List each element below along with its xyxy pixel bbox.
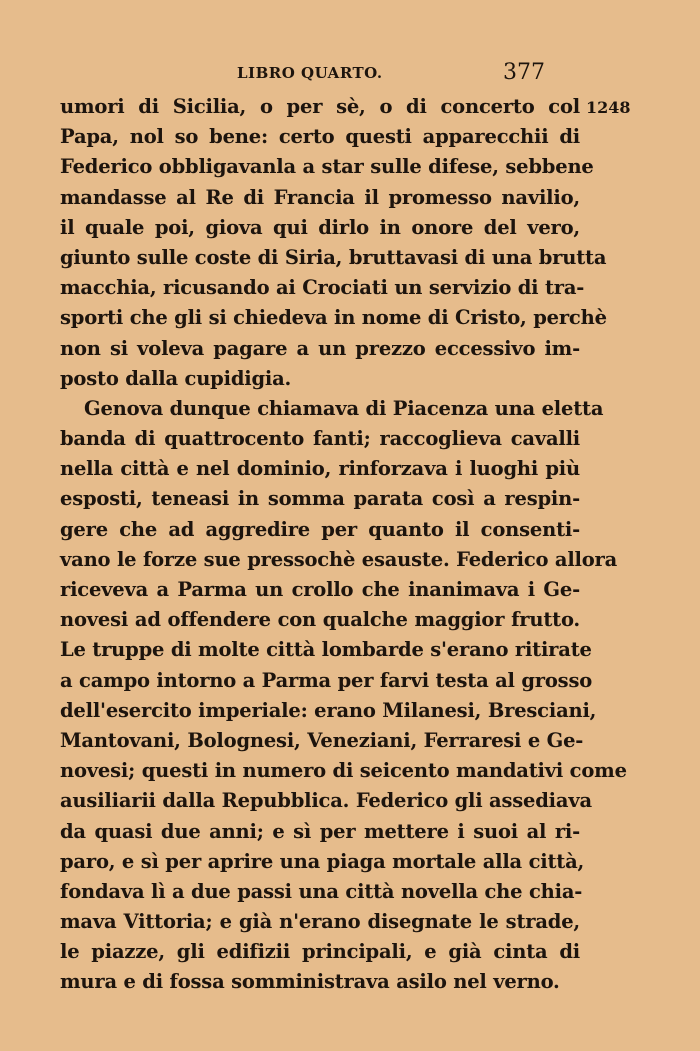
text-line: Le truppe di molte città lombarde s'erano ritirate — [60, 638, 592, 662]
text-line: esposti, teneasi in somma parata così a respin- — [60, 487, 580, 511]
text-line: mava Vittoria; e già n'erano disegnate le strade, — [60, 910, 580, 934]
text-line: macchia, ricusando ai Crociati un servizio di tra- — [60, 276, 585, 300]
page-header — [0, 60, 700, 90]
text-line: banda di quattrocento fanti; raccoglieva cavalli — [60, 427, 580, 451]
page-number: 377 — [503, 60, 545, 85]
text-line: sporti che gli si chiedeva in nome di Cristo, perchè — [60, 306, 607, 330]
text-line: Papa, nol so bene: certo questi apparecchii di — [60, 125, 580, 149]
text-line: ausiliarii dalla Repubblica. Federico gli assediava — [60, 789, 592, 813]
text-line: riceveva a Parma un crollo che inanimava i Ge- — [60, 578, 580, 601]
text-line: dell'esercito imperiale: erano Milanesi, Bresciani, — [60, 698, 597, 722]
text-line: da quasi due anni; e sì per mettere i suoi al ri- — [60, 819, 580, 843]
text-line: novesi; questi in numero di seicento mandativi come — [60, 759, 627, 783]
text-line: Genova dunque chiamava di Piacenza una eletta — [84, 396, 604, 420]
text-line: non si voleva pagare a un prezzo eccessivo im- — [60, 336, 580, 360]
text-line: Federico obbligavanla a star sulle difese, sebbene — [60, 155, 594, 179]
text-line: giunto sulle coste di Siria, bruttavasi di una brutta — [60, 245, 607, 269]
text-line: fondava lì a due passi una città novella che chia- — [60, 879, 583, 903]
margin-year-note: 1248 — [586, 98, 631, 117]
text-line: le piazze, gli edifizii principali, e già cinta di — [60, 940, 580, 964]
text-line: a campo intorno a Parma per farvi testa al grosso — [60, 668, 593, 692]
text-line: umori di Sicilia, o per sè, o di concerto col — [60, 95, 580, 118]
text-line: paro, e sì per aprire una piaga mortale alla città, — [60, 849, 585, 873]
text-line: gere che ad aggredire per quanto il consenti- — [60, 517, 580, 541]
text-line: nella città e nel dominio, rinforzava i luoghi più — [60, 457, 580, 481]
text-line: vano le forze sue pressochè esauste. Federico allora — [60, 547, 618, 571]
text-line: mura e di fossa somministrava asilo nel verno. — [60, 970, 560, 994]
text-line: Mantovani, Bolognesi, Veneziani, Ferraresi e Ge- — [60, 728, 584, 752]
text-line: posto dalla cupidigia. — [60, 366, 292, 390]
text-line: il quale poi, giova qui dirlo in onore del vero, — [60, 215, 580, 239]
text-line: novesi ad offendere con qualche maggior frutto. — [60, 608, 580, 632]
text-line: mandasse al Re di Francia il promesso navilio, — [60, 185, 580, 209]
running-head: LIBRO QUARTO. — [237, 64, 383, 82]
